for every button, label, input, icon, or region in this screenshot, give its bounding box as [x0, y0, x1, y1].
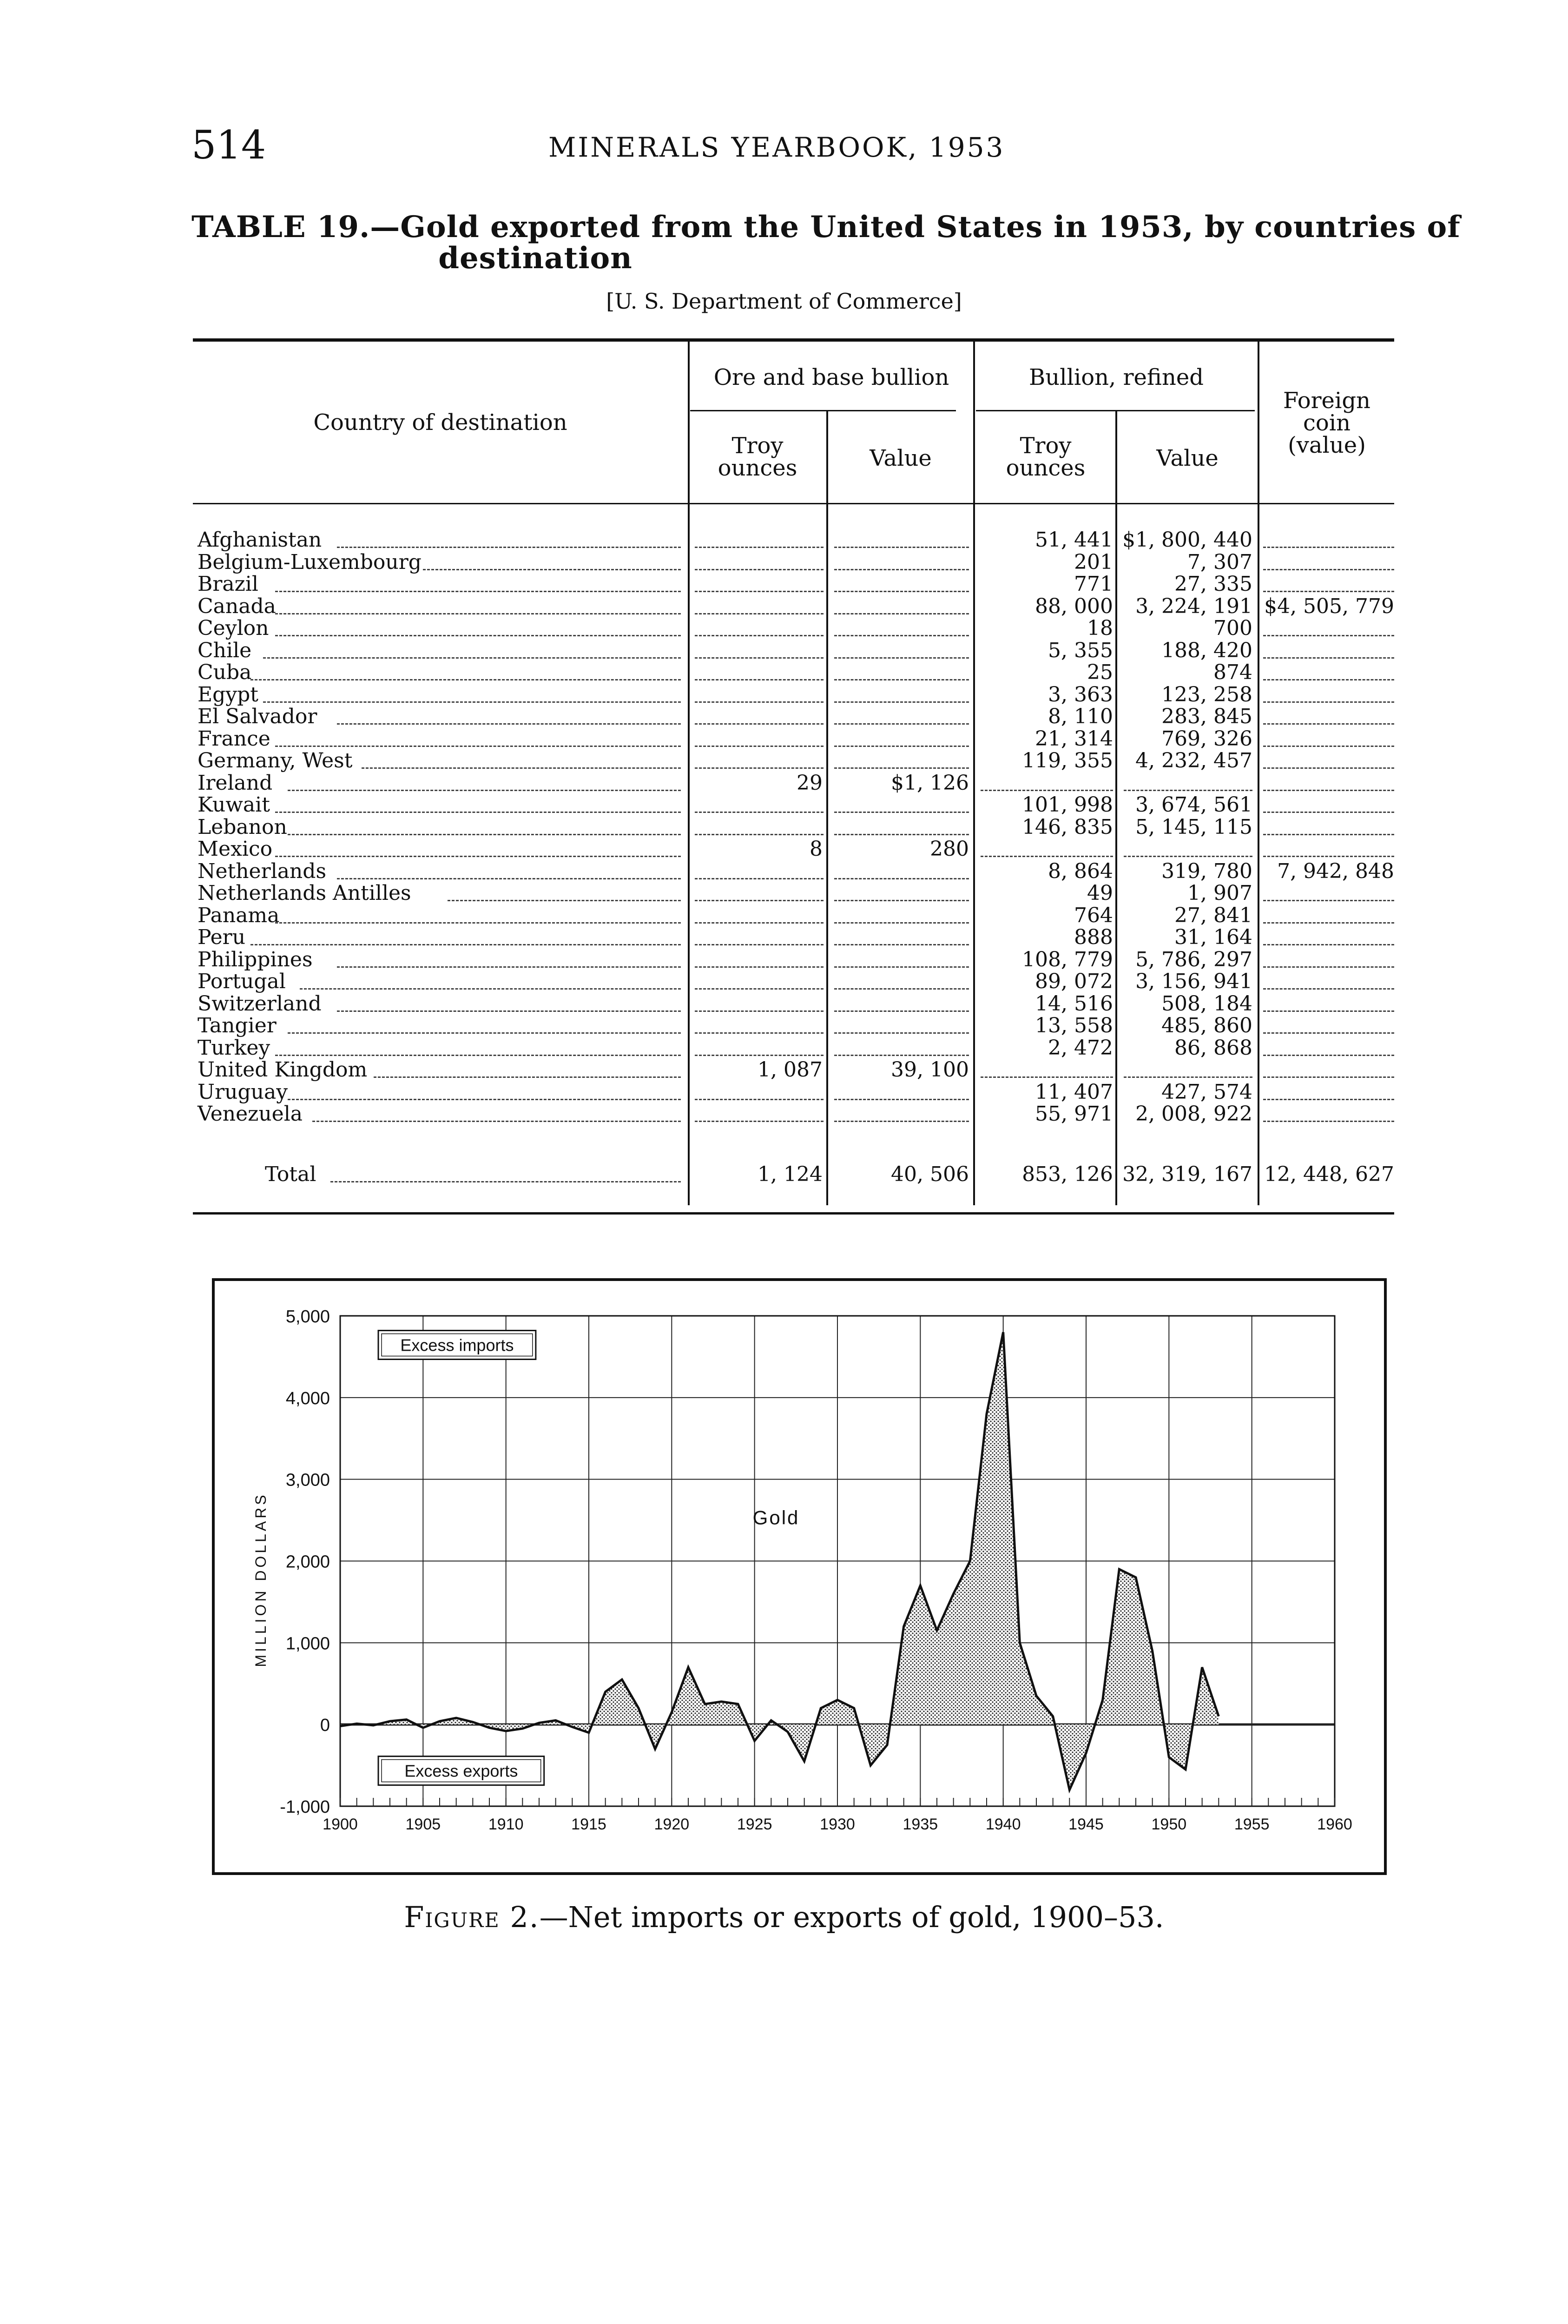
cell-bul-oz: 146, 835: [1022, 815, 1113, 839]
cell-bul-oz: 8, 110: [1048, 705, 1113, 728]
x-tick-label: 1930: [820, 1816, 855, 1833]
header-country: Country of destination: [313, 409, 567, 436]
empty-cell-dots: [695, 591, 824, 592]
empty-cell-dots: [695, 746, 824, 747]
country-name: Netherlands Antilles: [198, 881, 411, 905]
country-name: Netherlands: [198, 859, 327, 883]
y-tick-label: 4,000: [285, 1388, 330, 1408]
leader-dots: [288, 1099, 681, 1100]
empty-cell-dots: [695, 966, 824, 968]
empty-cell-dots: [834, 547, 969, 548]
leader-dots: [275, 613, 681, 614]
empty-cell-dots: [834, 613, 969, 614]
cell-bul-val: 283, 845: [1161, 705, 1252, 728]
empty-cell-dots: [695, 635, 824, 636]
cell-coin: $4, 505, 779: [1264, 594, 1394, 618]
empty-cell-dots: [834, 1032, 969, 1034]
y-tick-label: 5,000: [285, 1307, 330, 1327]
cell-bul-oz: 119, 355: [1022, 749, 1113, 772]
empty-cell-dots: [695, 1010, 824, 1012]
cell-bul-val: $1, 800, 440: [1122, 528, 1252, 552]
x-tick-label: 1905: [405, 1816, 441, 1833]
cell-bul-oz: 55, 971: [1035, 1102, 1113, 1126]
empty-cell-dots: [1263, 1099, 1394, 1100]
cell-bul-oz: 888: [1074, 925, 1113, 949]
cell-bul-val: 3, 224, 191: [1135, 594, 1252, 618]
x-tick-label: 1960: [1317, 1816, 1352, 1833]
series-label: Gold: [752, 1506, 800, 1529]
country-name: Afghanistan: [198, 528, 322, 552]
leader-dots: [275, 856, 681, 857]
x-tick-label: 1915: [571, 1816, 606, 1833]
empty-cell-dots: [1263, 988, 1394, 990]
leader-dots: [288, 790, 681, 791]
country-name: Mexico: [198, 837, 273, 861]
empty-cell-dots: [834, 966, 969, 968]
empty-cell-dots: [695, 834, 824, 835]
empty-cell-dots: [695, 1055, 824, 1056]
cell-bul-val: 123, 258: [1161, 682, 1252, 706]
empty-cell-dots: [1263, 812, 1394, 813]
leader-dots: [374, 1076, 681, 1078]
leader-dots: [312, 1121, 681, 1122]
country-name: Ceylon: [198, 616, 269, 640]
empty-cell-dots: [834, 944, 969, 945]
country-name: Portugal: [198, 970, 286, 993]
cell-bul-oz: 764: [1074, 903, 1113, 927]
leader-dots: [448, 900, 681, 901]
cell-coin: 12, 448, 627: [1264, 1162, 1394, 1186]
empty-cell-dots: [1124, 790, 1252, 791]
cell-coin: 7, 942, 848: [1277, 859, 1394, 883]
empty-cell-dots: [834, 701, 969, 703]
empty-cell-dots: [834, 569, 969, 570]
empty-cell-dots: [695, 767, 824, 769]
empty-cell-dots: [1263, 966, 1394, 968]
country-name: El Salvador: [198, 705, 317, 728]
empty-cell-dots: [981, 1076, 1113, 1078]
country-name: Ireland: [198, 771, 273, 795]
leader-dots: [263, 657, 681, 659]
cell-ore-oz: 8: [810, 837, 823, 861]
empty-cell-dots: [834, 878, 969, 879]
empty-cell-dots: [834, 591, 969, 592]
figure-box: [212, 1278, 1387, 1875]
country-name: Uruguay: [198, 1080, 288, 1104]
empty-cell-dots: [1263, 679, 1394, 680]
cell-bul-oz: 101, 998: [1022, 793, 1113, 817]
figure-caption-label: Figure 2.: [404, 1900, 540, 1934]
table-title-line-2: destination: [438, 241, 632, 276]
leader-dots: [300, 988, 681, 990]
country-name: Lebanon: [198, 815, 287, 839]
empty-cell-dots: [1263, 944, 1394, 945]
annotation-label: Excess imports: [400, 1335, 514, 1355]
cell-bul-val: 3, 674, 561: [1135, 793, 1252, 817]
cell-bul-oz: 25: [1087, 660, 1113, 684]
x-tick-label: 1925: [737, 1816, 772, 1833]
leader-dots: [250, 679, 681, 680]
leader-dots: [275, 922, 681, 924]
empty-cell-dots: [695, 657, 824, 659]
y-tick-label: 0: [320, 1716, 330, 1736]
empty-cell-dots: [834, 834, 969, 835]
cell-ore-val: $1, 126: [891, 771, 969, 795]
leader-dots: [275, 746, 681, 747]
empty-cell-dots: [1124, 856, 1252, 857]
running-head: MINERALS YEARBOOK, 1953: [548, 132, 1005, 163]
annotation-label: Excess exports: [404, 1761, 518, 1781]
empty-cell-dots: [695, 944, 824, 945]
cell-bul-val: 427, 574: [1161, 1080, 1252, 1104]
empty-cell-dots: [1263, 547, 1394, 548]
cell-bul-oz: 13, 558: [1035, 1014, 1113, 1037]
leader-dots: [337, 1010, 681, 1012]
cell-ore-oz: 1, 087: [758, 1058, 823, 1082]
table-bottom-rule: [193, 1212, 1394, 1215]
empty-cell-dots: [834, 900, 969, 901]
empty-cell-dots: [695, 679, 824, 680]
empty-cell-dots: [1263, 635, 1394, 636]
cell-bul-oz: 108, 779: [1022, 947, 1113, 971]
cell-ore-val: 40, 506: [891, 1162, 969, 1186]
empty-cell-dots: [1263, 591, 1394, 592]
leader-dots: [275, 591, 681, 592]
country-name: Canada: [198, 594, 276, 618]
country-name: Germany, West: [198, 749, 353, 772]
cell-bul-oz: 14, 516: [1035, 991, 1113, 1016]
cell-ore-val: 280: [930, 837, 969, 861]
header-bottom-rule: [193, 503, 1394, 504]
leader-dots: [362, 767, 681, 769]
country-name: Kuwait: [198, 793, 270, 817]
column-divider: [1115, 411, 1117, 1205]
country-name: Tangier: [198, 1014, 277, 1037]
cell-bul-val: 27, 841: [1174, 903, 1252, 927]
leader-dots: [275, 635, 681, 636]
column-divider: [688, 342, 690, 1205]
empty-cell-dots: [1263, 922, 1394, 924]
empty-cell-dots: [695, 900, 824, 901]
x-tick-label: 1940: [985, 1816, 1021, 1833]
empty-cell-dots: [695, 1099, 824, 1100]
empty-cell-dots: [695, 812, 824, 813]
cell-bul-val: 32, 319, 167: [1122, 1162, 1252, 1186]
empty-cell-dots: [1263, 569, 1394, 570]
cell-bul-val: 5, 786, 297: [1135, 947, 1252, 971]
empty-cell-dots: [834, 723, 969, 725]
leader-dots: [250, 944, 681, 945]
empty-cell-dots: [1263, 1055, 1394, 1056]
x-tick-label: 1910: [488, 1816, 524, 1833]
leader-dots: [275, 812, 681, 813]
header-ore-value: Value: [870, 445, 932, 471]
cell-bul-val: 508, 184: [1161, 991, 1252, 1016]
y-tick-label: -1,000: [280, 1797, 330, 1817]
header-foreign-coin: Foreign coin (value): [1283, 388, 1370, 458]
y-tick-label: 1,000: [285, 1634, 330, 1654]
empty-cell-dots: [695, 1032, 824, 1034]
country-name: Chile: [198, 638, 252, 662]
leader-dots: [423, 569, 681, 570]
x-tick-label: 1920: [654, 1816, 690, 1833]
empty-cell-dots: [834, 1099, 969, 1100]
column-divider: [1258, 342, 1259, 1205]
cell-bul-val: 874: [1213, 660, 1252, 684]
country-name: Panama: [198, 903, 280, 927]
country-name: Brazil: [198, 572, 258, 596]
empty-cell-dots: [834, 657, 969, 659]
cell-bul-val: 4, 232, 457: [1135, 749, 1252, 772]
cell-bul-oz: 88, 000: [1035, 594, 1113, 618]
empty-cell-dots: [834, 635, 969, 636]
cell-bul-oz: 2, 472: [1048, 1036, 1113, 1060]
y-tick-label: 3,000: [285, 1470, 330, 1490]
empty-cell-dots: [834, 746, 969, 747]
empty-cell-dots: [695, 613, 824, 614]
cell-bul-oz: 3, 363: [1048, 682, 1113, 706]
empty-cell-dots: [834, 679, 969, 680]
x-tick-label: 1945: [1068, 1816, 1104, 1833]
empty-cell-dots: [695, 922, 824, 924]
country-name: Philippines: [198, 947, 313, 971]
country-name: Cuba: [198, 660, 252, 684]
cell-bul-val: 485, 860: [1161, 1014, 1252, 1037]
empty-cell-dots: [695, 547, 824, 548]
empty-cell-dots: [834, 988, 969, 990]
country-name: Switzerland: [198, 991, 322, 1016]
cell-bul-oz: 771: [1074, 572, 1113, 596]
empty-cell-dots: [695, 723, 824, 725]
cell-bul-oz: 89, 072: [1035, 970, 1113, 993]
ore-group-rule: [690, 410, 956, 411]
empty-cell-dots: [834, 767, 969, 769]
cell-bul-val: 5, 145, 115: [1135, 815, 1252, 839]
cell-bul-val: 2, 008, 922: [1135, 1102, 1252, 1126]
leader-dots: [330, 1181, 681, 1182]
leader-dots: [337, 547, 681, 548]
header-bullion-group: Bullion, refined: [1029, 364, 1204, 390]
x-tick-label: 1955: [1234, 1816, 1270, 1833]
cell-bul-oz: 853, 126: [1022, 1162, 1113, 1186]
table-source: [U. S. Department of Commerce]: [606, 289, 962, 314]
cell-bul-val: 31, 164: [1174, 925, 1252, 949]
x-tick-label: 1900: [323, 1816, 358, 1833]
cell-bul-oz: 18: [1087, 616, 1113, 640]
x-tick-label: 1950: [1151, 1816, 1187, 1833]
leader-dots: [275, 1055, 681, 1056]
empty-cell-dots: [1263, 746, 1394, 747]
empty-cell-dots: [1263, 723, 1394, 725]
cell-bul-oz: 21, 314: [1035, 726, 1113, 751]
cell-bul-oz: 49: [1087, 881, 1113, 905]
empty-cell-dots: [1124, 1076, 1252, 1078]
cell-bul-oz: 51, 441: [1035, 528, 1113, 552]
header-bullion-value: Value: [1156, 445, 1219, 471]
empty-cell-dots: [834, 1055, 969, 1056]
empty-cell-dots: [1263, 1076, 1394, 1078]
empty-cell-dots: [1263, 701, 1394, 703]
cell-ore-oz: 1, 124: [758, 1162, 823, 1186]
x-tick-label: 1935: [903, 1816, 938, 1833]
header-ore-group: Ore and base bullion: [713, 364, 949, 390]
leader-dots: [337, 878, 681, 879]
figure-caption-text: —Net imports or exports of gold, 1900–53.: [539, 1900, 1164, 1934]
country-name: Turkey: [198, 1036, 270, 1060]
empty-cell-dots: [695, 1121, 824, 1122]
empty-cell-dots: [1263, 790, 1394, 791]
total-label: Total: [265, 1162, 316, 1186]
empty-cell-dots: [981, 790, 1113, 791]
empty-cell-dots: [834, 812, 969, 813]
header-ore-troy-ounces: Troy ounces: [718, 433, 797, 481]
figure-caption: [0, 1900, 1568, 1934]
cell-bul-val: 769, 326: [1161, 726, 1252, 751]
empty-cell-dots: [1263, 856, 1394, 857]
empty-cell-dots: [1263, 834, 1394, 835]
cell-bul-val: 3, 156, 941: [1135, 970, 1252, 993]
cell-bul-oz: 201: [1074, 550, 1113, 574]
cell-bul-oz: 8, 864: [1048, 859, 1113, 883]
country-name: Peru: [198, 925, 246, 949]
y-tick-label: 2,000: [285, 1552, 330, 1572]
cell-bul-val: 188, 420: [1161, 638, 1252, 662]
leader-dots: [337, 966, 681, 968]
empty-cell-dots: [834, 922, 969, 924]
cell-bul-val: 319, 780: [1161, 859, 1252, 883]
column-divider: [826, 411, 828, 1205]
empty-cell-dots: [981, 856, 1113, 857]
empty-cell-dots: [834, 1121, 969, 1122]
cell-ore-oz: 29: [797, 771, 823, 795]
leader-dots: [337, 723, 681, 725]
header-bullion-troy-ounces: Troy ounces: [1006, 433, 1086, 481]
empty-cell-dots: [1263, 1032, 1394, 1034]
empty-cell-dots: [695, 878, 824, 879]
leader-dots: [263, 701, 681, 703]
table-top-rule: [193, 338, 1394, 342]
cell-bul-oz: 11, 407: [1035, 1080, 1113, 1104]
gold-net-trade-chart: [215, 1281, 1384, 1872]
country-name: Venezuela: [198, 1102, 303, 1126]
empty-cell-dots: [1263, 767, 1394, 769]
cell-bul-val: 27, 335: [1174, 572, 1252, 596]
column-divider: [973, 342, 975, 1205]
table-title-line-1: TABLE 19.—Gold exported from the United States in 1953, by countries of: [191, 210, 1461, 244]
country-name: Egypt: [198, 682, 258, 706]
empty-cell-dots: [834, 1010, 969, 1012]
country-name: Belgium-Luxembourg: [198, 550, 422, 574]
cell-bul-val: 7, 307: [1187, 550, 1252, 574]
empty-cell-dots: [695, 569, 824, 570]
cell-bul-val: 700: [1213, 616, 1252, 640]
country-name: United Kingdom: [198, 1058, 368, 1082]
empty-cell-dots: [695, 988, 824, 990]
empty-cell-dots: [1263, 1121, 1394, 1122]
empty-cell-dots: [695, 701, 824, 703]
cell-bul-val: 1, 907: [1187, 881, 1252, 905]
cell-bul-val: 86, 868: [1174, 1036, 1252, 1060]
page-number: 514: [191, 122, 266, 168]
country-name: France: [198, 726, 270, 751]
y-axis-label: MILLION DOLLARS: [252, 1492, 269, 1667]
leader-dots: [288, 1032, 681, 1034]
cell-ore-val: 39, 100: [891, 1058, 969, 1082]
cell-bul-oz: 5, 355: [1048, 638, 1113, 662]
empty-cell-dots: [1263, 657, 1394, 659]
empty-cell-dots: [1263, 1010, 1394, 1012]
leader-dots: [288, 834, 681, 835]
empty-cell-dots: [1263, 900, 1394, 901]
